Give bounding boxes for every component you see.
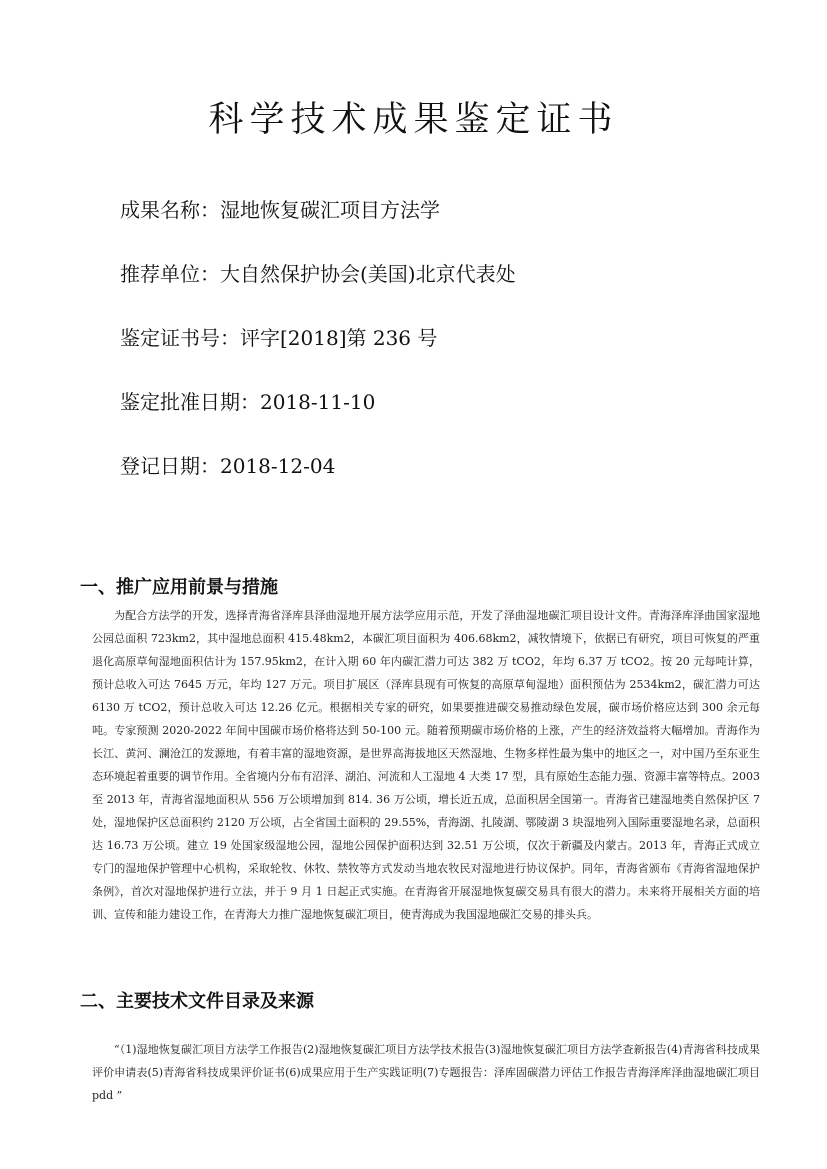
field-label: 成果名称： bbox=[120, 198, 220, 222]
field-label: 鉴定证书号： bbox=[120, 326, 240, 350]
field-value: 2018-12-04 bbox=[220, 454, 336, 478]
document-title: 科学技术成果鉴定证书 bbox=[208, 100, 619, 140]
field-value: 大自然保护协会(美国)北京代表处 bbox=[220, 262, 516, 286]
field-value: 评字[2018]第 236 号 bbox=[240, 326, 438, 350]
field-registration-date bbox=[120, 450, 335, 479]
section-heading-application: 一、推广应用前景与措施 bbox=[80, 577, 278, 598]
field-recommending-unit bbox=[120, 258, 516, 287]
field-achievement-name bbox=[120, 194, 440, 223]
field-label: 鉴定批准日期： bbox=[120, 390, 260, 414]
field-approval-date bbox=[120, 386, 375, 415]
field-value: 湿地恢复碳汇项目方法学 bbox=[220, 198, 440, 222]
section-body-application: 为配合方法学的开发，选择青海省泽库县泽曲湿地开展方法学应用示范，开发了泽曲湿地碳汇项目设计文件。青海泽库泽曲国家湿地公园总面积 723km2，其中湿地总面积 415.48km2，本碳汇项目面积为 406.68km2，减牧情境下，依据已有研究，项目可恢复的严重退化高原草甸湿地面积估计为 157.95km2，在计入期 60 年内碳汇潜力可达 382 万 tCO2，年均 6.37 万 tCO2。按 20 元每吨计算，预计总收入可达 7645 万元，年均 127 万元。项目扩展区（泽库县现有可恢复的高原草甸湿地）面积预估为 2534km2，碳汇潜力可达 6130 万 tCO2，预计总收入可达 12.26 亿元。根据相关专家的研究，如果要推进碳交易推动绿色发展，碳市场价格应达到 300 余元每吨。专家预测 2020-2022 年间中国碳市场价格将达到 50-100 元。随着预期碳市场价格的上涨，产生的经济效益将大幅增加。青海作为长江、黄河、澜沧江的发源地，有着丰富的湿地资源，是世界高海拔地区天然湿地、生物多样性最为集中的地区之一，对中国乃至东亚生态环境起着重要的调节作用。全省境内分布有沼泽、湖泊、河流和人工湿地 4 大类 17 型，具有原始生态能力强、资源丰富等特点。2003 至 2013 年，青海省湿地面积从 556 万公顷增加到 814. 36 万公顷，增长近五成，总面积居全国第一。青海省已建湿地类自然保护区 7 处，湿地保护区总面积约 2120 万公顷，占全省国土面积的 29.55%，青海湖、扎陵湖、鄂陵湖 3 块湿地列入国际重要湿地名录，总面积达 16.73 万公顷。建立 19 处国家级湿地公园，湿地公园保护面积达到 32.51 万公顷，仅次于新疆及内蒙古。2013 年，青海正式成立专门的湿地保护管理中心机构，采取轮牧、休牧、禁牧等方式发动当地农牧民对湿地进行协议保护。同年，青海省颁布《青海省湿地保护条例》，首次对湿地保护进行立法，并于 9 月 1 日起正式实施。在青海省开展湿地恢复碳交易具有很大的潜力。未来将开展相关方面的培训、宣传和能力建设工作，在青海大力推广湿地恢复碳汇项目，使青海成为我国湿地碳汇交易的排头兵。 bbox=[92, 609, 760, 921]
field-label: 推荐单位： bbox=[120, 262, 220, 286]
field-certificate-number bbox=[120, 322, 437, 351]
section-heading-documents: 二、主要技术文件目录及来源 bbox=[80, 991, 314, 1012]
field-label: 登记日期： bbox=[120, 454, 220, 478]
field-value: 2018-11-10 bbox=[260, 390, 376, 414]
section-body-documents: “（1)湿地恢复碳汇项目方法学工作报告(2)湿地恢复碳汇项目方法学技术报告(3)湿地恢复碳汇项目方法学查新报告(4)青海省科技成果评价申请表(5)青海省科技成果评价证书(6)成果应用于生产实践证明(7)专题报告：泽库固碳潜力评估工作报告青海泽库泽曲湿地碳汇项目 pdd ” bbox=[92, 1043, 760, 1102]
